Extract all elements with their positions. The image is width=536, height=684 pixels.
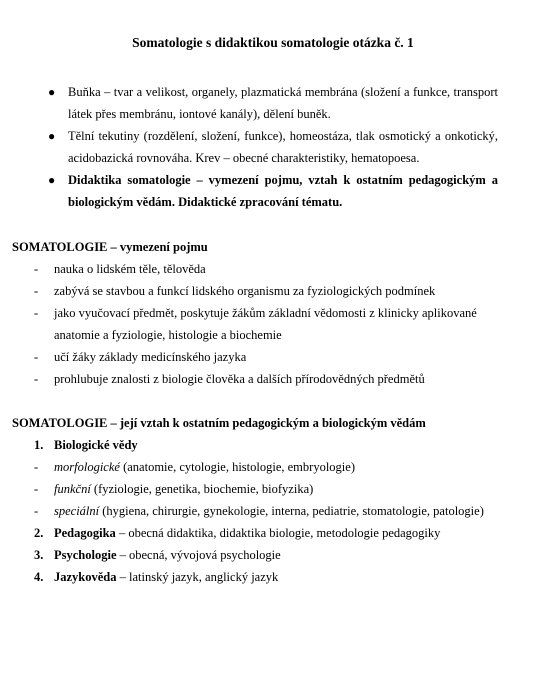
bullet-icon: ● [48, 85, 56, 99]
list-item-text: učí žáky základy medicínského jazyka [54, 350, 247, 364]
bullet-item [48, 169, 498, 213]
sub-list-item [34, 500, 504, 522]
section-heading-definition: SOMATOLOGIE – vymezení pojmu [12, 240, 208, 254]
bullet-text: Didaktika somatologie – vymezení pojmu, vztah k ostatním pedagogickým a biologickým vědám. Didaktické zpracování tématu. [68, 173, 498, 209]
dash-icon: - [34, 262, 39, 276]
list-item [34, 346, 504, 368]
list-item-text: zabývá se stavbou a funkcí lidského organismu za fyziologických podmínek [54, 284, 436, 298]
sub-list-item [34, 478, 504, 500]
bullet-icon: ● [48, 173, 56, 187]
bullet-icon: ● [48, 129, 56, 143]
page-title: Somatologie s didaktikou somatologie otázka č. 1 [132, 35, 414, 50]
item-number: 4. [34, 570, 44, 584]
sub-item-text: (fyziologie, genetika, biochemie, biofyzika) [90, 482, 314, 496]
bullet-item [48, 81, 498, 125]
bullet-text: Buňka – tvar a velikost, organely, plazmatická membrána (složení a funkce, transport látek přes membránu, iontové kanály), dělení buněk. [68, 85, 498, 121]
sub-item-term: speciální [54, 504, 100, 518]
relations-list [34, 434, 504, 588]
bullet-item [48, 125, 498, 169]
dash-icon: - [34, 372, 39, 386]
item-text: – obecná, vývojová psychologie [116, 548, 281, 562]
list-item-text: nauka o lidském těle, tělověda [54, 262, 206, 276]
list-item-text: prohlubuje znalosti z biologie člověka a dalších přírodovědných předmětů [54, 372, 425, 386]
list-item [34, 368, 504, 390]
dash-icon: - [34, 504, 39, 518]
item-label: Psychologie [54, 548, 117, 562]
numbered-item [34, 566, 504, 588]
dash-icon: - [34, 460, 39, 474]
item-label: Biologické vědy [54, 438, 138, 452]
sub-item-term: morfologické [54, 460, 120, 474]
sub-item-text: (hygiena, chirurgie, gynekologie, interna, pediatrie, stomatologie, patologie) [99, 504, 484, 518]
item-label: Jazykověda [54, 570, 117, 584]
sub-item-term: funkční [54, 482, 91, 496]
dash-icon: - [34, 482, 39, 496]
list-item [34, 302, 504, 346]
sub-list-item [34, 456, 504, 478]
numbered-item [34, 522, 504, 544]
item-number: 3. [34, 548, 44, 562]
item-number: 2. [34, 526, 44, 540]
topic-bullet-list [48, 81, 498, 213]
numbered-item [34, 434, 504, 456]
list-item-text: jako vyučovací předmět, poskytuje žákům základní vědomosti z klinicky aplikované anatomie a fyziologie, histologie a biochemie [54, 306, 477, 342]
item-label: Pedagogika [54, 526, 116, 540]
dash-icon: - [34, 350, 39, 364]
list-item [34, 258, 504, 280]
definition-list [34, 258, 504, 390]
item-number: 1. [34, 438, 44, 452]
dash-icon: - [34, 284, 39, 298]
bullet-text: Tělní tekutiny (rozdělení, složení, funkce), homeostáza, tlak osmotický a onkotický, acidobazická rovnováha. Krev – obecné charakteristiky, hematopoesa. [68, 129, 498, 165]
item-text: – obecná didaktika, didaktika biologie, metodologie pedagogiky [115, 526, 441, 540]
numbered-item [34, 544, 504, 566]
dash-icon: - [34, 306, 39, 320]
list-item [34, 280, 504, 302]
sub-item-text: (anatomie, cytologie, histologie, embryologie) [119, 460, 355, 474]
section-heading-relations: SOMATOLOGIE – její vztah k ostatním pedagogickým a biologickým vědám [12, 416, 426, 430]
item-text: – latinský jazyk, anglický jazyk [116, 570, 279, 584]
